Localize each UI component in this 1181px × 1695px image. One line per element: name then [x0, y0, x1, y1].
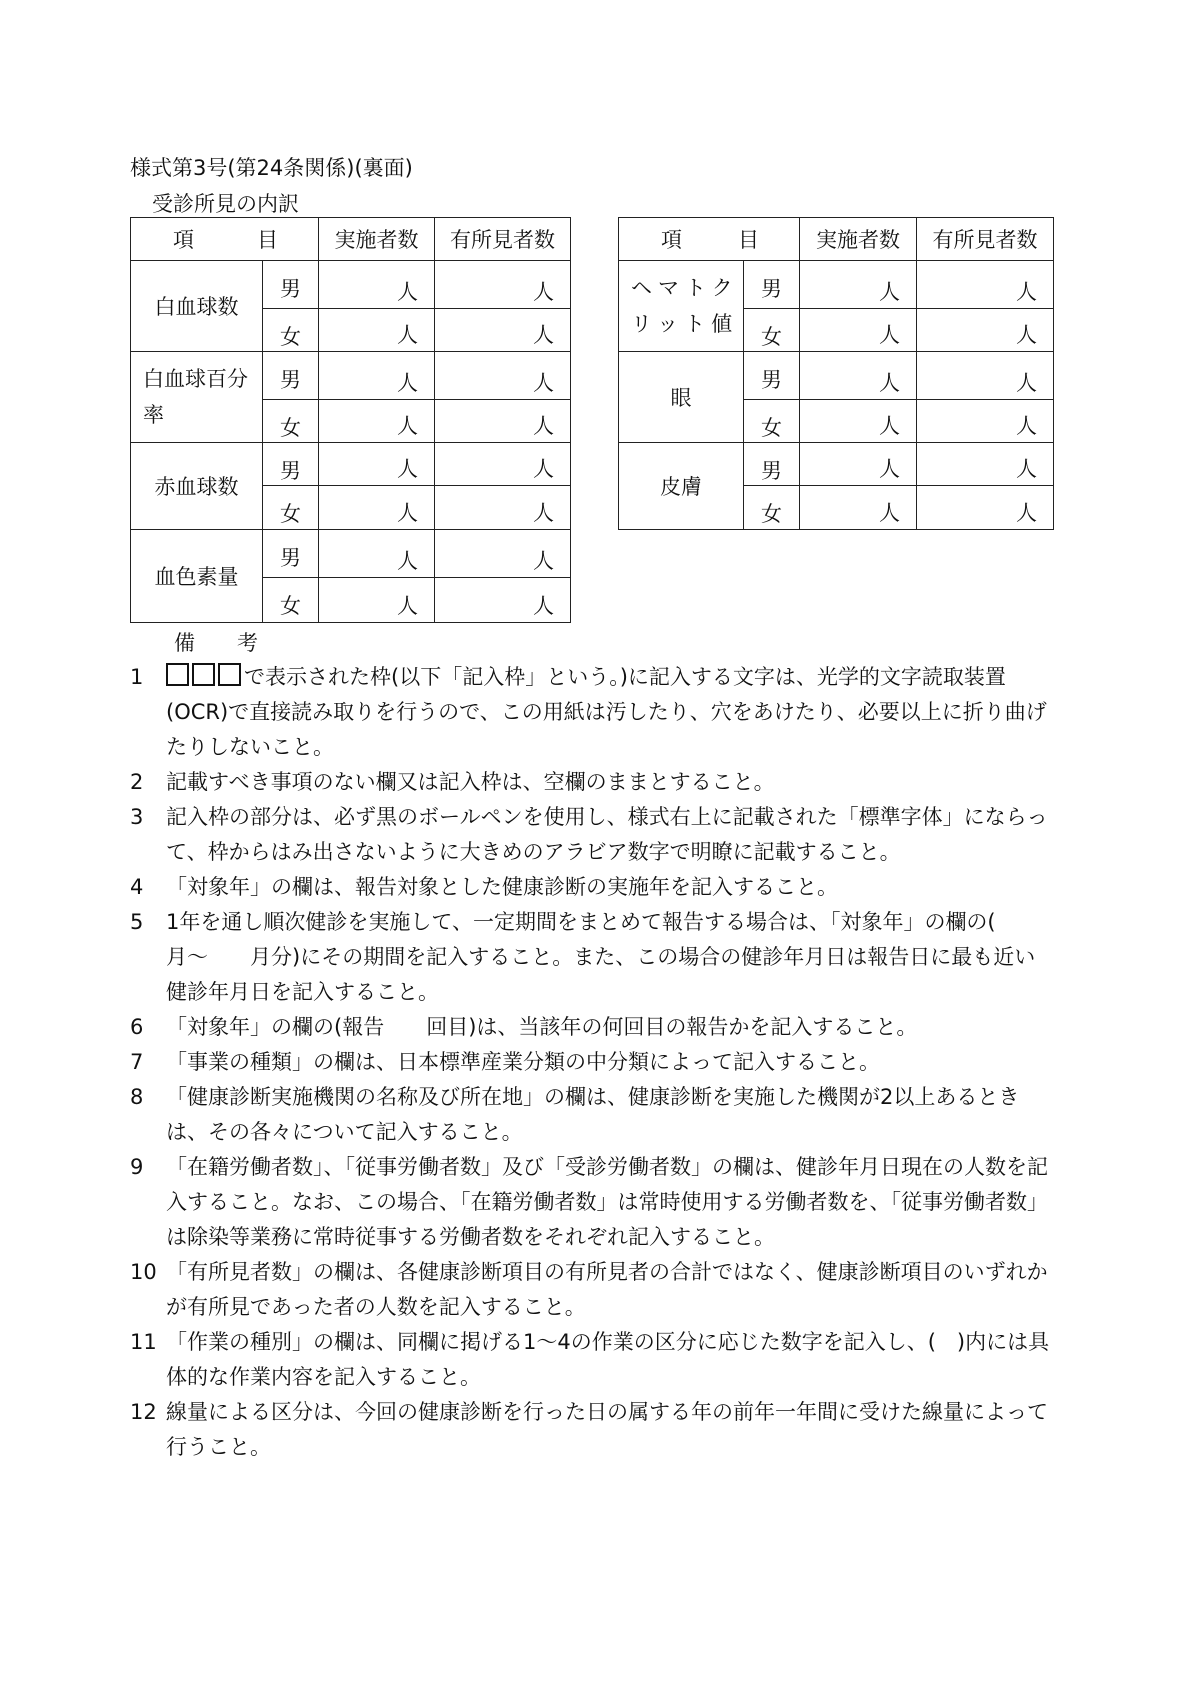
ocr-entry-box-icon	[166, 663, 189, 686]
performed-count-cell[interactable]: 人	[800, 309, 917, 352]
header-performed-count: 実施者数	[800, 218, 917, 261]
table-row	[131, 352, 571, 400]
note-item	[130, 1255, 1055, 1325]
note-item	[130, 1010, 1055, 1045]
header-findings-count: 有所見者数	[435, 218, 571, 261]
findings-count-cell[interactable]: 人	[435, 400, 571, 443]
note-text: 「在籍労働者数」、「従事労働者数」及び「受診労働者数」の欄は、健診年月日現在の人数を記入すること。なお、この場合、「在籍労働者数」は常時使用する労働者数を、「従事労働者数」は除染等業務に常時従事する労働者数をそれぞれ記入すること。	[166, 1155, 1048, 1249]
table-row	[131, 261, 571, 309]
table-row	[619, 261, 1054, 309]
item-label: 赤血球数	[131, 443, 263, 530]
note-number: 7	[130, 1050, 144, 1074]
table-row	[131, 443, 571, 486]
note-number: 11	[130, 1330, 157, 1354]
performed-count-cell[interactable]: 人	[319, 400, 435, 443]
note-number: 1	[130, 665, 144, 689]
item-label: 眼	[619, 352, 744, 443]
note-number: 8	[130, 1085, 144, 1109]
table-row	[619, 352, 1054, 400]
performed-count-cell[interactable]: 人	[319, 352, 435, 400]
note-number: 9	[130, 1155, 144, 1179]
sex-female: 女	[263, 400, 319, 443]
sex-female: 女	[263, 578, 319, 623]
note-item	[130, 870, 1055, 905]
header-item: 項 目	[131, 218, 319, 261]
note-item	[130, 1395, 1055, 1465]
table-header-row	[619, 218, 1054, 261]
sex-male: 男	[744, 443, 800, 486]
header-findings-count: 有所見者数	[917, 218, 1054, 261]
note-text: 「事業の種類」の欄は、日本標準産業分類の中分類によって記入すること。	[166, 1050, 880, 1074]
performed-count-cell[interactable]: 人	[800, 486, 917, 530]
sex-male: 男	[744, 352, 800, 400]
note-text: 線量による区分は、今回の健康診断を行った日の属する年の前年一年間に受けた線量によって行うこと。	[166, 1400, 1048, 1459]
findings-count-cell[interactable]: 人	[435, 352, 571, 400]
notes-list	[130, 660, 1055, 1465]
sex-male: 男	[744, 261, 800, 309]
note-item	[130, 1150, 1055, 1255]
note-text: 記入枠の部分は、必ず黒のボールペンを使用し、様式右上に記載された「標準字体」にならって、枠からはみ出さないように大きめのアラビア数字で明瞭に記載すること。	[166, 805, 1048, 864]
note-text: 「対象年」の欄は、報告対象とした健康診断の実施年を記入すること。	[166, 875, 838, 899]
findings-table-right	[618, 217, 1054, 530]
note-number: 3	[130, 805, 144, 829]
ocr-entry-box-icon	[218, 663, 241, 686]
sex-female: 女	[744, 400, 800, 443]
findings-count-cell[interactable]: 人	[435, 261, 571, 309]
sex-female: 女	[263, 486, 319, 530]
findings-count-cell[interactable]: 人	[435, 530, 571, 578]
form-title: 様式第3号(第24条関係)(裏面)	[130, 156, 413, 180]
item-label: 皮膚	[619, 443, 744, 530]
note-text: 「対象年」の欄の(報告 回目)は、当該年の何回目の報告かを記入すること。	[166, 1015, 918, 1039]
note-text: 1年を通し順次健診を実施して、一定期間をまとめて報告する場合は、「対象年」の欄の( 月～ 月分)にその期間を記入すること。また、この場合の健診年月日は報告日に最も近い健診年月日を記入すること。	[166, 910, 1038, 1004]
sex-male: 男	[263, 352, 319, 400]
note-number: 2	[130, 770, 144, 794]
note-item	[130, 905, 1055, 1010]
header-performed-count: 実施者数	[319, 218, 435, 261]
note-text: 「健康診断実施機関の名称及び所在地」の欄は、健康診断を実施した機関が2以上あるときは、その各々について記入すること。	[166, 1085, 1020, 1144]
note-number: 12	[130, 1400, 157, 1424]
note-item	[130, 1080, 1055, 1150]
note-text: で表示された枠(以下「記入枠」という。)に記入する文字は、光学的文字読取装置(OCR)で直接読み取りを行うので、この用紙は汚したり、穴をあけたり、必要以上に折り曲げたりしないこと。	[166, 665, 1047, 759]
findings-breakdown-title: 受診所見の内訳	[152, 192, 299, 216]
sex-female: 女	[263, 309, 319, 352]
note-item	[130, 1045, 1055, 1080]
item-label: ヘマトクリット値	[619, 261, 744, 352]
table-row	[619, 443, 1054, 486]
sex-male: 男	[263, 530, 319, 578]
note-item	[130, 660, 1055, 765]
findings-count-cell[interactable]: 人	[435, 486, 571, 530]
performed-count-cell[interactable]: 人	[800, 443, 917, 486]
performed-count-cell[interactable]: 人	[319, 261, 435, 309]
note-text: 「作業の種別」の欄は、同欄に掲げる1～4の作業の区分に応じた数字を記入し、( )内には具体的な作業内容を記入すること。	[166, 1330, 1050, 1389]
note-number: 4	[130, 875, 144, 899]
findings-count-cell[interactable]: 人	[435, 443, 571, 486]
performed-count-cell[interactable]: 人	[319, 486, 435, 530]
note-number: 10	[130, 1260, 157, 1284]
findings-count-cell[interactable]: 人	[435, 309, 571, 352]
note-text: 「有所見者数」の欄は、各健康診断項目の有所見者の合計ではなく、健康診断項目のいずれかが有所見であった者の人数を記入すること。	[166, 1260, 1048, 1319]
performed-count-cell[interactable]: 人	[319, 578, 435, 623]
sex-female: 女	[744, 309, 800, 352]
item-label: 血色素量	[131, 530, 263, 623]
findings-count-cell[interactable]: 人	[917, 352, 1054, 400]
notes-heading: 備 考	[174, 631, 258, 655]
table-header-row	[131, 218, 571, 261]
performed-count-cell[interactable]: 人	[319, 443, 435, 486]
item-label: 白血球数	[131, 261, 263, 352]
sex-female: 女	[744, 486, 800, 530]
performed-count-cell[interactable]: 人	[800, 261, 917, 309]
note-number: 5	[130, 910, 144, 934]
findings-count-cell[interactable]: 人	[917, 486, 1054, 530]
performed-count-cell[interactable]: 人	[319, 530, 435, 578]
note-text: 記載すべき事項のない欄又は記入枠は、空欄のままとすること。	[166, 770, 775, 794]
ocr-entry-box-icon	[192, 663, 215, 686]
performed-count-cell[interactable]: 人	[800, 400, 917, 443]
findings-count-cell[interactable]: 人	[917, 400, 1054, 443]
findings-table-left	[130, 217, 571, 623]
findings-count-cell[interactable]: 人	[917, 309, 1054, 352]
note-item	[130, 765, 1055, 800]
table-row	[131, 530, 571, 578]
findings-count-cell[interactable]: 人	[435, 578, 571, 623]
header-item: 項 目	[619, 218, 800, 261]
sex-male: 男	[263, 261, 319, 309]
performed-count-cell[interactable]: 人	[800, 352, 917, 400]
note-number: 6	[130, 1015, 144, 1039]
note-item	[130, 1325, 1055, 1395]
findings-count-cell[interactable]: 人	[917, 443, 1054, 486]
findings-count-cell[interactable]: 人	[917, 261, 1054, 309]
sex-male: 男	[263, 443, 319, 486]
performed-count-cell[interactable]: 人	[319, 309, 435, 352]
item-label: 白血球百分率	[131, 352, 263, 443]
note-item	[130, 800, 1055, 870]
